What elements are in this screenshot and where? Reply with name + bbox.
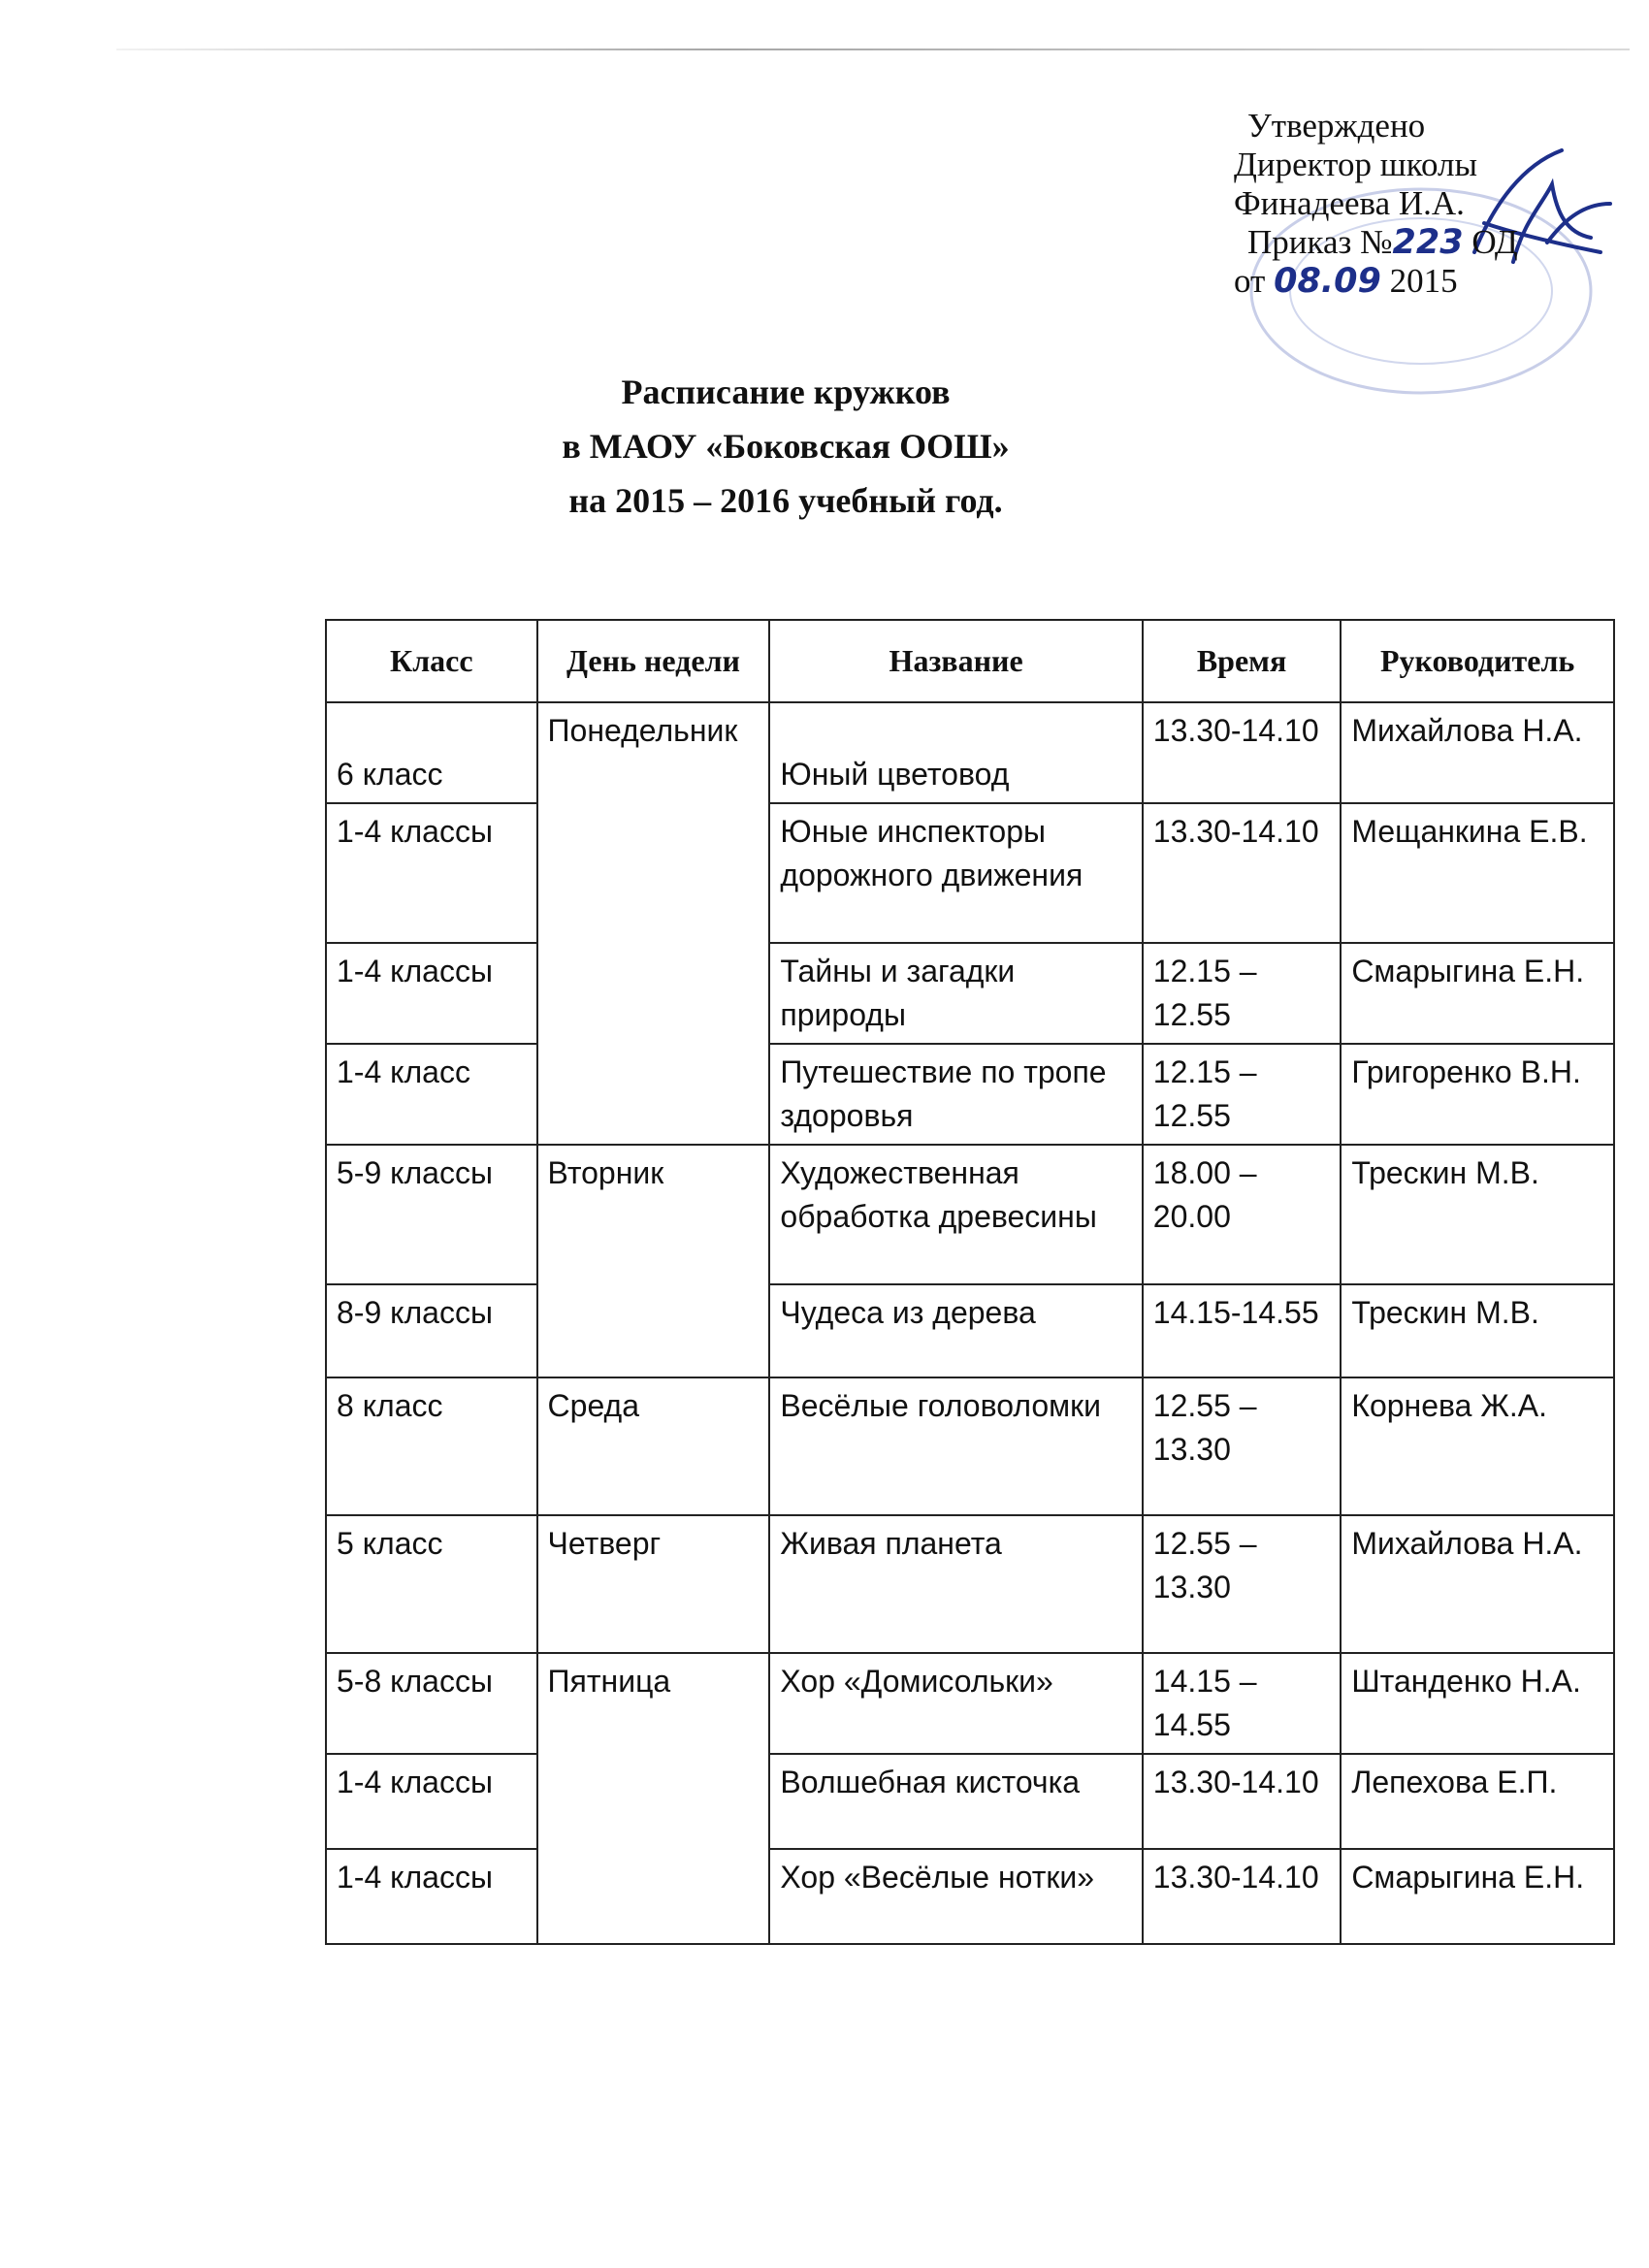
table-row — [326, 1377, 1614, 1515]
table-header-row — [326, 620, 1614, 702]
cell-leader: Трескин М.В. — [1341, 1284, 1614, 1377]
table-row — [326, 1515, 1614, 1653]
cell-leader: Лепехова Е.П. — [1341, 1754, 1614, 1849]
cell-name: Чудеса из дерева — [769, 1284, 1142, 1377]
cell-day: Понедельник — [537, 702, 770, 1145]
cell-time: 18.00 – 20.00 — [1143, 1145, 1342, 1284]
header-time: Время — [1143, 620, 1342, 702]
cell-class: 8 класс — [326, 1377, 537, 1515]
schedule-table — [325, 619, 1615, 1945]
date-prefix: от — [1234, 262, 1266, 300]
table-row — [326, 702, 1614, 803]
title-line-1: Расписание кружков — [621, 373, 951, 411]
order-number: 223 — [1392, 223, 1464, 262]
cell-class: 1-4 классы — [326, 803, 537, 943]
cell-time: 14.15-14.55 — [1143, 1284, 1342, 1377]
cell-class: 1-4 классы — [326, 1754, 537, 1849]
cell-day: Вторник — [537, 1145, 770, 1377]
approval-block — [1234, 107, 1602, 301]
date-year: 2015 — [1389, 262, 1458, 300]
title-line-2: в МАОУ «Боковская ООШ» — [562, 427, 1010, 466]
cell-leader: Мещанкина Е.В. — [1341, 803, 1614, 943]
table-row — [326, 1653, 1614, 1754]
cell-time: 14.15 – 14.55 — [1143, 1653, 1342, 1754]
cell-class: 1-4 классы — [326, 1849, 537, 1944]
order-prefix: Приказ № — [1247, 223, 1393, 261]
order-suffix: ОД — [1471, 223, 1518, 261]
cell-leader: Смарыгина Е.Н. — [1341, 943, 1614, 1044]
cell-name: Тайны и загадки природы — [769, 943, 1142, 1044]
cell-day: Четверг — [537, 1515, 770, 1653]
cell-time: 13.30-14.10 — [1143, 1849, 1342, 1944]
title-line-3: на 2015 – 2016 учебный год. — [568, 481, 1003, 520]
header-name: Название — [769, 620, 1142, 702]
cell-class: 8-9 классы — [326, 1284, 537, 1377]
approval-position: Директор школы — [1234, 146, 1477, 183]
cell-name: Путешествие по тропе здоровья — [769, 1044, 1142, 1145]
cell-name: Весёлые головоломки — [769, 1377, 1142, 1515]
table-row — [326, 1044, 1614, 1145]
cell-leader: Корнева Ж.А. — [1341, 1377, 1614, 1515]
cell-name: Хор «Весёлые нотки» — [769, 1849, 1142, 1944]
header-leader: Руководитель — [1341, 620, 1614, 702]
cell-class: 1-4 класс — [326, 1044, 537, 1145]
cell-time: 13.30-14.10 — [1143, 1754, 1342, 1849]
approval-date — [1234, 262, 1602, 301]
cell-leader: Смарыгина Е.Н. — [1341, 1849, 1614, 1944]
table-row — [326, 803, 1614, 943]
cell-class: 5-8 классы — [326, 1653, 537, 1754]
cell-time: 13.30-14.10 — [1143, 702, 1342, 803]
table-row — [326, 1754, 1614, 1849]
header-class: Класс — [326, 620, 537, 702]
header-day: День недели — [537, 620, 770, 702]
cell-leader: Михайлова Н.А. — [1341, 702, 1614, 803]
cell-class: 1-4 классы — [326, 943, 537, 1044]
cell-name: Художественная обработка древесины — [769, 1145, 1142, 1284]
approval-director-name: Финадеева И.А. — [1234, 184, 1465, 222]
cell-class: 5-9 классы — [326, 1145, 537, 1284]
table-row — [326, 1849, 1614, 1944]
approval-label: Утверждено — [1247, 107, 1426, 145]
cell-time: 13.30-14.10 — [1143, 803, 1342, 943]
cell-name: Юные инспекторы дорожного движения — [769, 803, 1142, 943]
cell-time: 12.55 – 13.30 — [1143, 1515, 1342, 1653]
cell-time: 12.15 – 12.55 — [1143, 1044, 1342, 1145]
cell-class: 5 класс — [326, 1515, 537, 1653]
cell-leader: Трескин М.В. — [1341, 1145, 1614, 1284]
cell-name: Юный цветовод — [769, 702, 1142, 803]
cell-leader: Григоренко В.Н. — [1341, 1044, 1614, 1145]
cell-time: 12.55 – 13.30 — [1143, 1377, 1342, 1515]
cell-name: Хор «Домисольки» — [769, 1653, 1142, 1754]
cell-time: 12.15 – 12.55 — [1143, 943, 1342, 1044]
cell-name: Волшебная кисточка — [769, 1754, 1142, 1849]
approval-order — [1234, 223, 1602, 262]
cell-name: Живая планета — [769, 1515, 1142, 1653]
cell-leader: Штанденко Н.А. — [1341, 1653, 1614, 1754]
scan-edge-line — [116, 49, 1630, 50]
cell-class: 6 класс — [326, 702, 537, 803]
table-row — [326, 943, 1614, 1044]
cell-day: Пятница — [537, 1653, 770, 1944]
table-row — [326, 1284, 1614, 1377]
table-row — [326, 1145, 1614, 1284]
cell-day: Среда — [537, 1377, 770, 1515]
cell-leader: Михайлова Н.А. — [1341, 1515, 1614, 1653]
document-title — [543, 365, 1028, 528]
date-handwritten: 08.09 — [1274, 262, 1381, 301]
